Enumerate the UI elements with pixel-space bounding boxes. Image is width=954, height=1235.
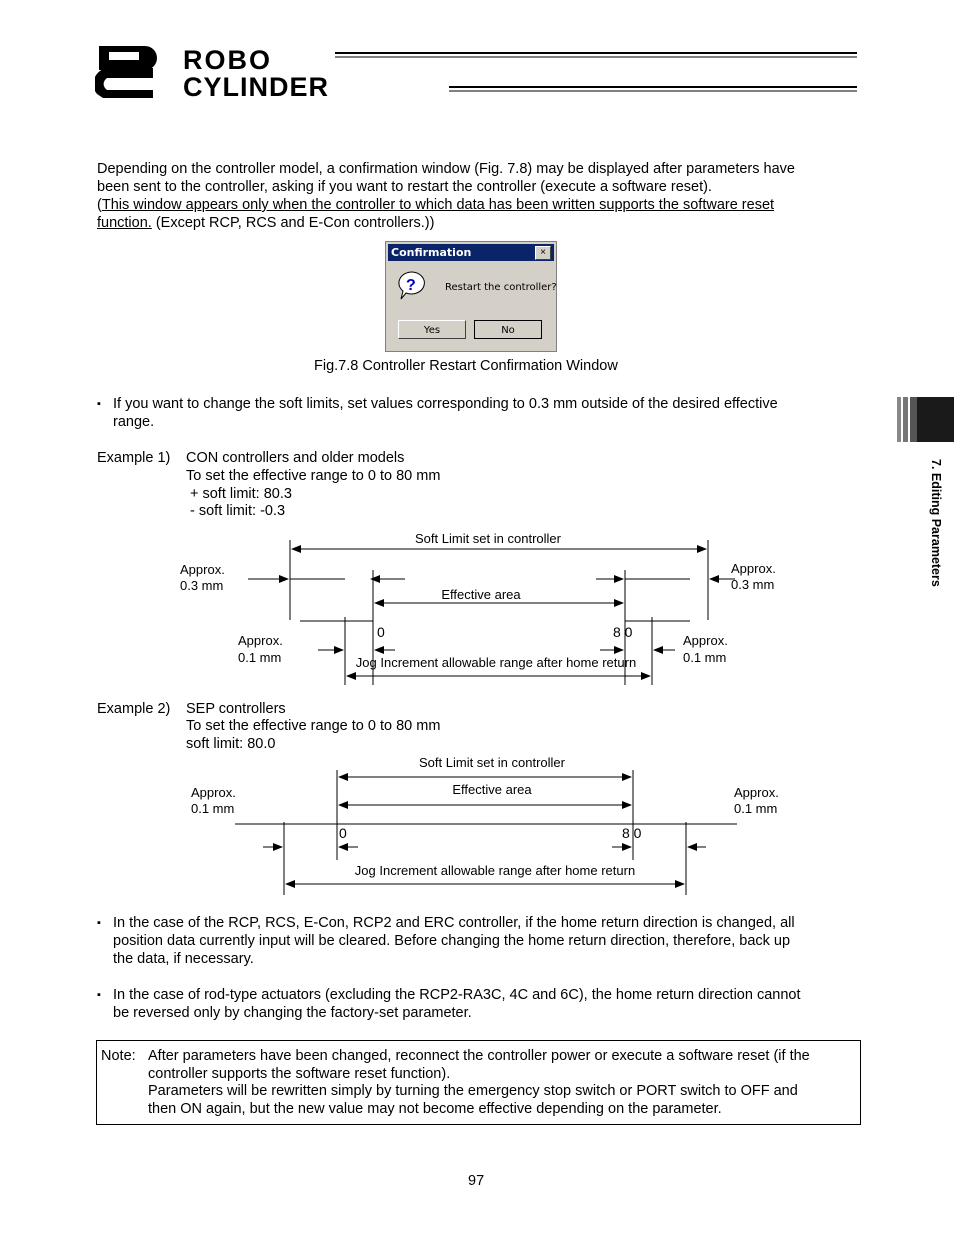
ex1-approx03-left-1: Approx. [180,562,225,577]
note-line4: then ON again, but the new value may not become effective depending on the parameter. [148,1101,722,1117]
example2-label: Example 2) [97,701,171,717]
intro-line3: (This window appears only when the controller to which data has been written supports the software reset [97,197,775,213]
example1-label: Example 1) [97,450,171,466]
ex1-approx03-right-2: 0.3 mm [731,577,775,592]
ex1-soft-limit-label: Soft Limit set in controller [415,531,561,546]
bullet2-line3: the data, if necessary. [113,951,254,967]
side-tab-label: 7. Editing Parameters [929,459,943,587]
example2-title: SEP controllers [186,701,286,717]
figure-caption: Fig.7.8 Controller Restart Confirmation Window [314,358,618,374]
side-tab-marker [897,397,954,442]
example1-line2: + soft limit: 80.3 [190,486,292,502]
close-icon[interactable]: × [535,246,551,260]
ex1-eighty-label: 8 0 [613,624,633,640]
confirmation-dialog [385,241,557,352]
page-number: 97 [468,1173,485,1189]
ex2-approx-left-1: Approx. [191,785,236,800]
bullet1-line2: range. [113,414,155,430]
bullet3-line1: In the case of rod-type actuators (excluding the RCP2-RA3C, 4C and 6C), the home return direction cannot [113,987,801,1003]
logo-line2: CYLINDER [183,72,330,102]
ex1-approx01-left-2: 0.1 mm [238,650,282,665]
dialog-titlebar [388,244,554,261]
svg-text:?: ? [406,277,416,294]
bullet-mark: ▪ [97,989,101,1001]
example2-line2: soft limit: 80.0 [186,736,276,752]
note-box [96,1040,861,1125]
ex1-approx01-right-1: Approx. [683,633,728,648]
question-icon [396,270,428,302]
ex1-approx03-right-1: Approx. [731,561,776,576]
ex2-approx-right-2: 0.1 mm [734,801,778,816]
ex2-effective-label: Effective area [452,782,532,797]
ex2-eighty-label: 8 0 [622,825,642,841]
example1-title: CON controllers and older models [186,450,405,466]
ex1-approx01-right-2: 0.1 mm [683,650,727,665]
ex1-effective-label: Effective area [441,587,521,602]
ex2-approx-left-2: 0.1 mm [191,801,235,816]
bullet-mark: ▪ [97,398,101,410]
note-line2: controller supports the software reset function). [148,1066,451,1082]
bullet1-line1: If you want to change the soft limits, set values corresponding to 0.3 mm outside of the desired effective [113,396,778,412]
robo-cylinder-logo [95,42,865,102]
note-label: Note: [101,1048,136,1064]
logo-line1: ROBO [183,45,272,75]
ex2-jog-label: Jog Increment allowable range after home return [354,863,636,878]
example1-line3: - soft limit: -0.3 [190,503,286,519]
example1-diagram [0,525,954,695]
example2-diagram [0,750,954,900]
example2-line1: To set the effective range to 0 to 80 mm [186,718,441,734]
dialog-title: Confirmation [391,246,472,259]
bullet3-line2: be reversed only by changing the factory-set parameter. [113,1005,472,1021]
bullet2-line2: position data currently input will be cleared. Before changing the home return direction, therefore, back up [113,933,791,949]
side-tab [927,459,943,629]
intro-line4: function. (Except RCP, RCS and E-Con controllers.)) [97,215,435,231]
ex2-soft-limit-label: Soft Limit set in controller [419,755,565,770]
ex1-jog-label: Jog Increment allowable range after home return [355,655,637,670]
example1-line1: To set the effective range to 0 to 80 mm [186,468,441,484]
note-line3: Parameters will be rewritten simply by turning the emergency stop switch or PORT switch to OFF and [148,1083,798,1099]
ex1-zero-label: 0 [377,624,385,640]
dialog-message: Restart the controller? [445,282,557,293]
ex2-approx-right-1: Approx. [734,785,779,800]
bullet2-line1: In the case of the RCP, RCS, E-Con, RCP2 and ERC controller, if the home return direction is changed, all [113,915,795,931]
note-line1: After parameters have been changed, reconnect the controller power or execute a software reset (if the [148,1048,810,1064]
yes-button[interactable]: Yes [398,320,466,339]
no-button[interactable]: No [474,320,542,339]
ex1-approx03-left-2: 0.3 mm [180,578,224,593]
intro-line2: been sent to the controller, asking if you want to restart the controller (execute a software reset). [97,179,712,195]
ex2-zero-label: 0 [339,825,347,841]
ex1-approx01-left-1: Approx. [238,633,283,648]
rc-mark-icon [95,46,157,98]
bullet-mark: ▪ [97,917,101,929]
intro-line1: Depending on the controller model, a confirmation window (Fig. 7.8) may be displayed after parameters have [97,161,795,177]
